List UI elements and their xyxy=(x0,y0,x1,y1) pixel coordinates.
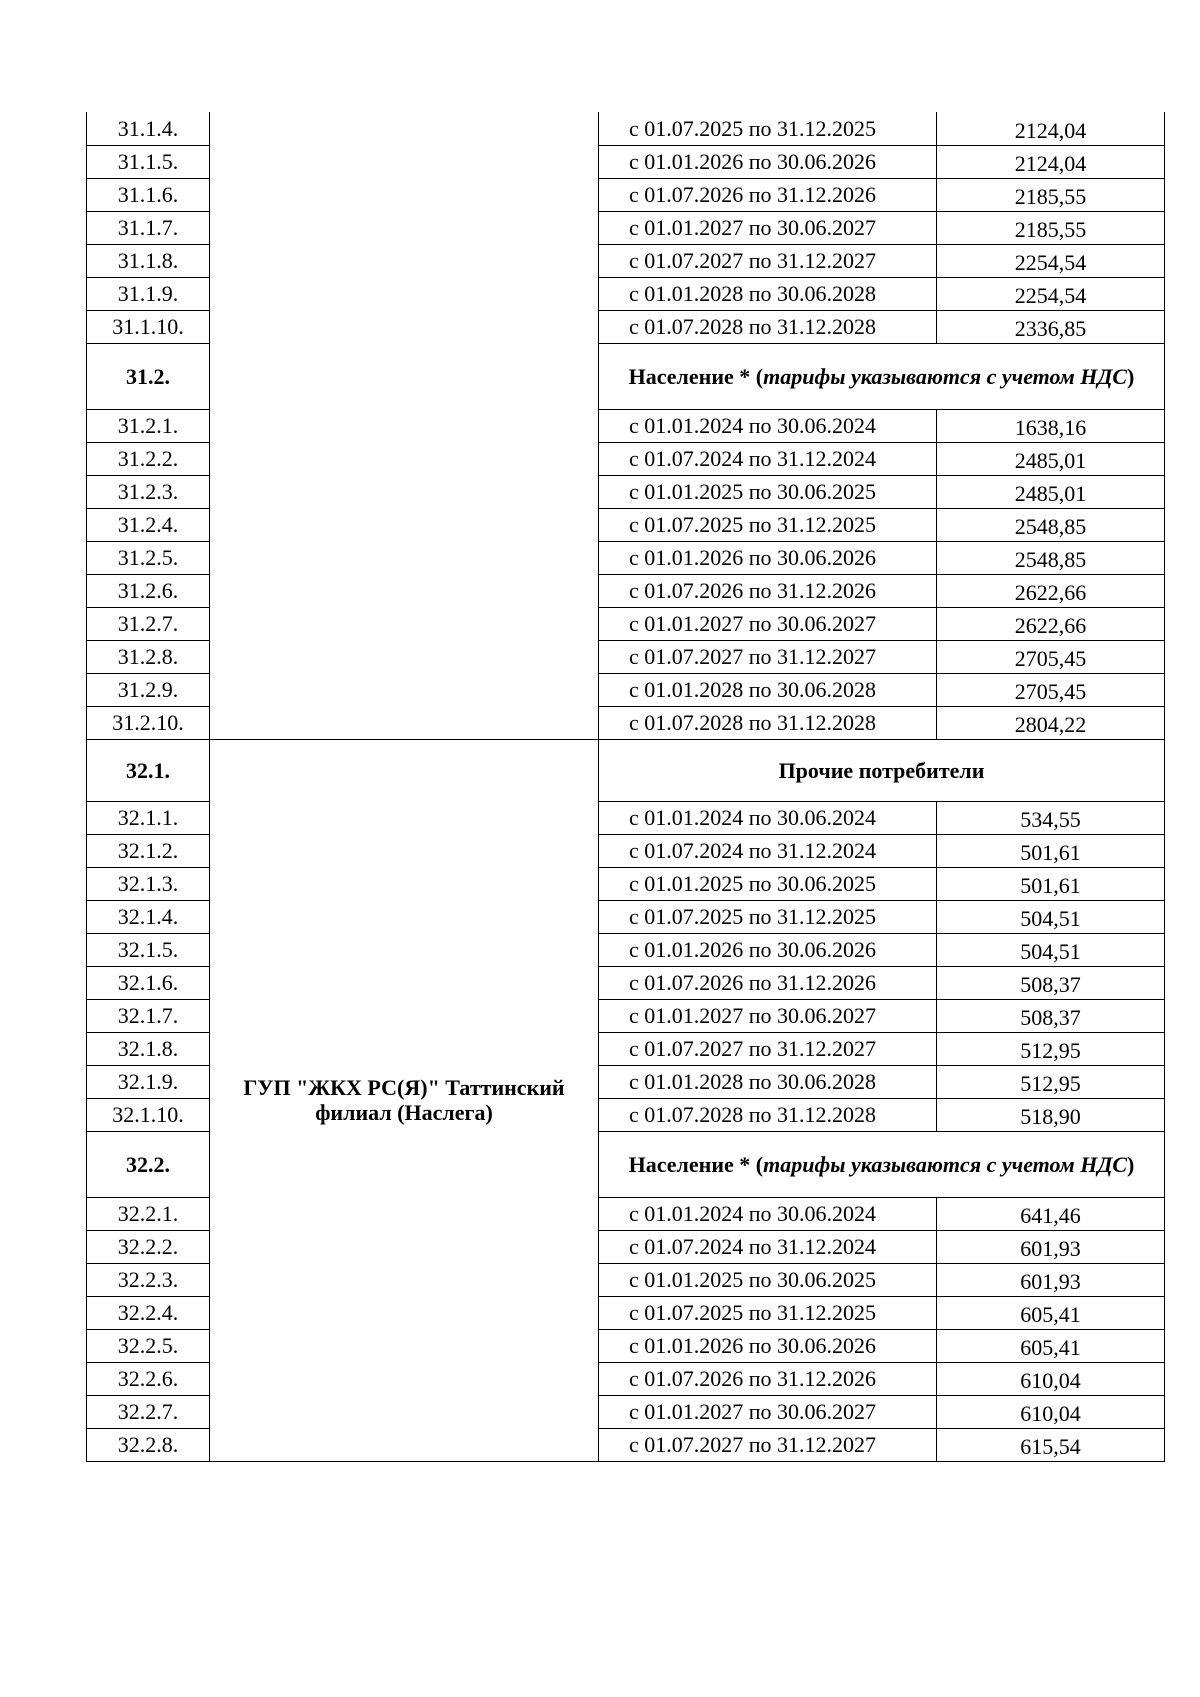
tariff-table-body xyxy=(87,112,1165,1461)
row-number: 32.2.6. xyxy=(87,1362,210,1395)
row-number: 32.2.4. xyxy=(87,1296,210,1329)
row-number: 31.2.2. xyxy=(87,442,210,475)
period-cell: с 01.07.2025 по 31.12.2025 xyxy=(599,508,937,541)
tariff-value: 512,95 xyxy=(937,1065,1165,1098)
section-title-bold: Население * ( xyxy=(628,1151,764,1177)
tariff-value: 2336,85 xyxy=(937,310,1165,343)
section-title-italic: тарифы указываются с учетом НДС xyxy=(763,363,1128,389)
section-title-tail: ) xyxy=(1127,363,1135,389)
tariff-value: 501,61 xyxy=(937,834,1165,867)
row-number: 32.1.2. xyxy=(87,834,210,867)
tariff-value: 605,41 xyxy=(937,1296,1165,1329)
row-number: 32.1.6. xyxy=(87,966,210,999)
row-number: 32.1.4. xyxy=(87,900,210,933)
period-cell: с 01.07.2024 по 31.12.2024 xyxy=(599,1230,937,1263)
tariff-value: 2705,45 xyxy=(937,640,1165,673)
tariff-value: 2254,54 xyxy=(937,244,1165,277)
row-number: 31.2.10. xyxy=(87,706,210,739)
section-number: 32.1. xyxy=(87,739,210,801)
row-number: 31.2.6. xyxy=(87,574,210,607)
tariff-value: 2485,01 xyxy=(937,442,1165,475)
period-cell: с 01.07.2025 по 31.12.2025 xyxy=(599,1296,937,1329)
period-cell: с 01.07.2028 по 31.12.2028 xyxy=(599,1098,937,1131)
row-number: 31.1.7. xyxy=(87,211,210,244)
row-number: 32.2.3. xyxy=(87,1263,210,1296)
row-number: 31.1.8. xyxy=(87,244,210,277)
period-cell: с 01.01.2027 по 30.06.2027 xyxy=(599,1395,937,1428)
tariff-value: 605,41 xyxy=(937,1329,1165,1362)
period-cell: с 01.07.2026 по 31.12.2026 xyxy=(599,574,937,607)
row-number: 31.1.5. xyxy=(87,145,210,178)
tariff-value: 512,95 xyxy=(937,1032,1165,1065)
period-cell: с 01.01.2024 по 30.06.2024 xyxy=(599,1197,937,1230)
section-title-italic: тарифы указываются с учетом НДС xyxy=(763,1151,1128,1177)
period-cell: с 01.07.2027 по 31.12.2027 xyxy=(599,244,937,277)
row-number: 31.1.6. xyxy=(87,178,210,211)
organization-name: ГУП "ЖКХ РС(Я)" Таттинский филиал (Наслега) xyxy=(210,739,599,1461)
row-number: 31.2.5. xyxy=(87,541,210,574)
period-cell: с 01.01.2026 по 30.06.2026 xyxy=(599,541,937,574)
row-number: 32.1.3. xyxy=(87,867,210,900)
row-number: 31.1.10. xyxy=(87,310,210,343)
period-cell: с 01.01.2025 по 30.06.2025 xyxy=(599,475,937,508)
period-cell: с 01.07.2026 по 31.12.2026 xyxy=(599,178,937,211)
tariff-value: 2485,01 xyxy=(937,475,1165,508)
row-number: 31.1.4. xyxy=(87,112,210,145)
tariff-value: 504,51 xyxy=(937,900,1165,933)
tariff-value: 2548,85 xyxy=(937,508,1165,541)
tariff-value: 501,61 xyxy=(937,867,1165,900)
period-cell: с 01.01.2027 по 30.06.2027 xyxy=(599,211,937,244)
organization-cell-continued xyxy=(210,112,599,739)
row-number: 32.2.1. xyxy=(87,1197,210,1230)
tariff-value: 2548,85 xyxy=(937,541,1165,574)
tariff-value: 534,55 xyxy=(937,801,1165,834)
row-number: 31.1.9. xyxy=(87,277,210,310)
period-cell: с 01.01.2028 по 30.06.2028 xyxy=(599,673,937,706)
row-number: 31.2.7. xyxy=(87,607,210,640)
row-number: 32.1.9. xyxy=(87,1065,210,1098)
row-number: 31.2.8. xyxy=(87,640,210,673)
period-cell: с 01.01.2025 по 30.06.2025 xyxy=(599,1263,937,1296)
period-cell: с 01.01.2025 по 30.06.2025 xyxy=(599,867,937,900)
row-number: 32.2.5. xyxy=(87,1329,210,1362)
section-title xyxy=(599,1131,1165,1197)
tariff-value: 2185,55 xyxy=(937,211,1165,244)
period-cell: с 01.07.2026 по 31.12.2026 xyxy=(599,1362,937,1395)
tariff-value: 508,37 xyxy=(937,999,1165,1032)
row-number: 32.1.8. xyxy=(87,1032,210,1065)
period-cell: с 01.07.2028 по 31.12.2028 xyxy=(599,706,937,739)
tariff-value: 2124,04 xyxy=(937,145,1165,178)
period-cell: с 01.01.2028 по 30.06.2028 xyxy=(599,1065,937,1098)
period-cell: с 01.01.2026 по 30.06.2026 xyxy=(599,145,937,178)
row-number: 32.1.10. xyxy=(87,1098,210,1131)
tariff-value: 504,51 xyxy=(937,933,1165,966)
period-cell: с 01.07.2028 по 31.12.2028 xyxy=(599,310,937,343)
tariff-value: 641,46 xyxy=(937,1197,1165,1230)
section-number: 32.2. xyxy=(87,1131,210,1197)
tariff-value: 2254,54 xyxy=(937,277,1165,310)
row-number: 31.2.9. xyxy=(87,673,210,706)
section-title xyxy=(599,343,1165,409)
period-cell: с 01.07.2025 по 31.12.2025 xyxy=(599,112,937,145)
table-row xyxy=(87,112,1165,145)
row-number: 32.2.8. xyxy=(87,1428,210,1461)
tariff-value: 601,93 xyxy=(937,1263,1165,1296)
period-cell: с 01.07.2025 по 31.12.2025 xyxy=(599,900,937,933)
tariff-value: 1638,16 xyxy=(937,409,1165,442)
tariff-value: 610,04 xyxy=(937,1362,1165,1395)
row-number: 32.1.7. xyxy=(87,999,210,1032)
section-title-bold: Население * ( xyxy=(628,363,764,389)
period-cell: с 01.07.2026 по 31.12.2026 xyxy=(599,966,937,999)
row-number: 31.2.4. xyxy=(87,508,210,541)
row-number: 32.2.2. xyxy=(87,1230,210,1263)
section-title xyxy=(599,739,1165,801)
period-cell: с 01.07.2027 по 31.12.2027 xyxy=(599,640,937,673)
section-title-tail: ) xyxy=(1127,1151,1135,1177)
tariff-value: 2622,66 xyxy=(937,607,1165,640)
row-number: 31.2.1. xyxy=(87,409,210,442)
period-cell: с 01.01.2024 по 30.06.2024 xyxy=(599,801,937,834)
tariff-table xyxy=(86,112,1165,1462)
row-number: 31.2.3. xyxy=(87,475,210,508)
period-cell: с 01.01.2027 по 30.06.2027 xyxy=(599,607,937,640)
section-number: 31.2. xyxy=(87,343,210,409)
period-cell: с 01.01.2027 по 30.06.2027 xyxy=(599,999,937,1032)
period-cell: с 01.01.2028 по 30.06.2028 xyxy=(599,277,937,310)
period-cell: с 01.07.2024 по 31.12.2024 xyxy=(599,442,937,475)
row-number: 32.2.7. xyxy=(87,1395,210,1428)
tariff-value: 2804,22 xyxy=(937,706,1165,739)
tariff-value: 508,37 xyxy=(937,966,1165,999)
period-cell: с 01.01.2026 по 30.06.2026 xyxy=(599,933,937,966)
tariff-value: 2185,55 xyxy=(937,178,1165,211)
period-cell: с 01.01.2024 по 30.06.2024 xyxy=(599,409,937,442)
section-header-row xyxy=(87,739,1165,801)
tariff-value: 2124,04 xyxy=(937,112,1165,145)
tariff-value: 610,04 xyxy=(937,1395,1165,1428)
period-cell: с 01.07.2027 по 31.12.2027 xyxy=(599,1428,937,1461)
tariff-value: 601,93 xyxy=(937,1230,1165,1263)
tariff-value: 615,54 xyxy=(937,1428,1165,1461)
period-cell: с 01.01.2026 по 30.06.2026 xyxy=(599,1329,937,1362)
tariff-value: 2622,66 xyxy=(937,574,1165,607)
tariff-value: 2705,45 xyxy=(937,673,1165,706)
section-title-bold: Прочие потребители xyxy=(778,757,985,783)
tariff-value: 518,90 xyxy=(937,1098,1165,1131)
period-cell: с 01.07.2027 по 31.12.2027 xyxy=(599,1032,937,1065)
row-number: 32.1.5. xyxy=(87,933,210,966)
row-number: 32.1.1. xyxy=(87,801,210,834)
period-cell: с 01.07.2024 по 31.12.2024 xyxy=(599,834,937,867)
